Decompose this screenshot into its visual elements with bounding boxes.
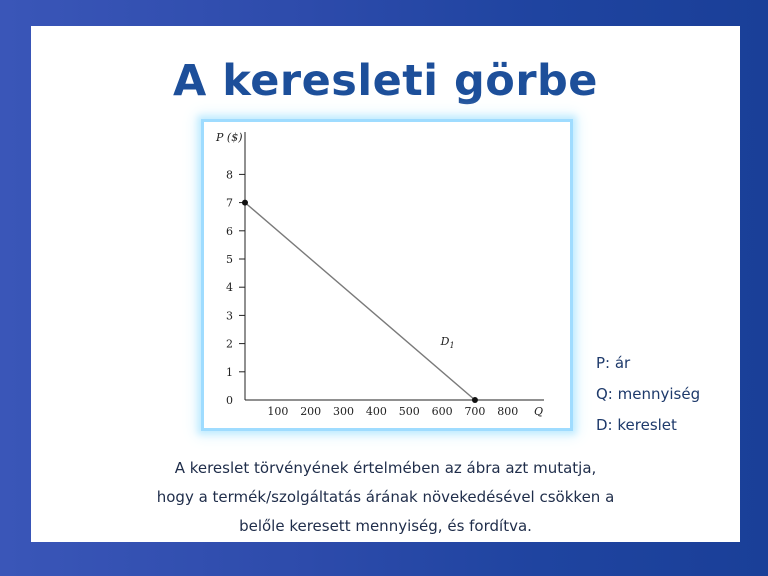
series-group bbox=[242, 200, 478, 403]
caption bbox=[121, 454, 650, 541]
y-tick-label: 3 bbox=[226, 309, 233, 323]
slide-title: A keresleti görbe bbox=[173, 56, 598, 106]
y-tick-label: 8 bbox=[226, 168, 233, 182]
x-tick-label: 200 bbox=[300, 405, 322, 418]
x-tick-label: 600 bbox=[431, 405, 453, 418]
demand-chart bbox=[204, 122, 570, 428]
x-tick-label: 100 bbox=[267, 405, 289, 418]
curve-label-d1: $D_1$ bbox=[440, 335, 455, 351]
y-tick-label: 7 bbox=[226, 196, 233, 210]
caption-line-2: hogy a termék/szolgáltatás árának növekedésével csökken a bbox=[156, 488, 615, 506]
x-axis-label: Q bbox=[534, 405, 544, 418]
caption-line-1: A kereslet törvényének értelmében az ábra azt mutatja, bbox=[174, 459, 597, 477]
demand-curve-line bbox=[245, 203, 475, 400]
y-tick-label: 6 bbox=[226, 224, 233, 238]
legend bbox=[596, 348, 700, 441]
x-axis-ticks bbox=[267, 405, 518, 418]
x-tick-label: 300 bbox=[333, 405, 355, 418]
x-tick-label: 400 bbox=[365, 405, 387, 418]
legend-item-demand: D: kereslet bbox=[596, 416, 677, 434]
legend-item-quantity: Q: mennyiség bbox=[596, 385, 701, 403]
x-tick-label: 500 bbox=[398, 405, 420, 418]
y-tick-label: 2 bbox=[226, 337, 233, 351]
x-tick-label: 700 bbox=[464, 405, 486, 418]
y-tick-label: 4 bbox=[226, 281, 233, 295]
x-tick-label: 800 bbox=[497, 405, 519, 418]
slide bbox=[31, 26, 740, 542]
y-tick-label: 0 bbox=[226, 394, 233, 407]
y-tick-label: 1 bbox=[226, 365, 233, 379]
legend-item-price: P: ár bbox=[596, 354, 631, 372]
y-tick-label: 5 bbox=[226, 253, 233, 266]
curve-endpoint bbox=[242, 200, 248, 206]
chart-frame bbox=[201, 119, 573, 431]
y-axis-label: P ($) bbox=[216, 131, 243, 144]
curve-endpoint bbox=[472, 397, 478, 403]
caption-line-3: belőle keresett mennyiség, és fordítva. bbox=[239, 517, 532, 535]
y-axis-ticks bbox=[226, 168, 245, 407]
